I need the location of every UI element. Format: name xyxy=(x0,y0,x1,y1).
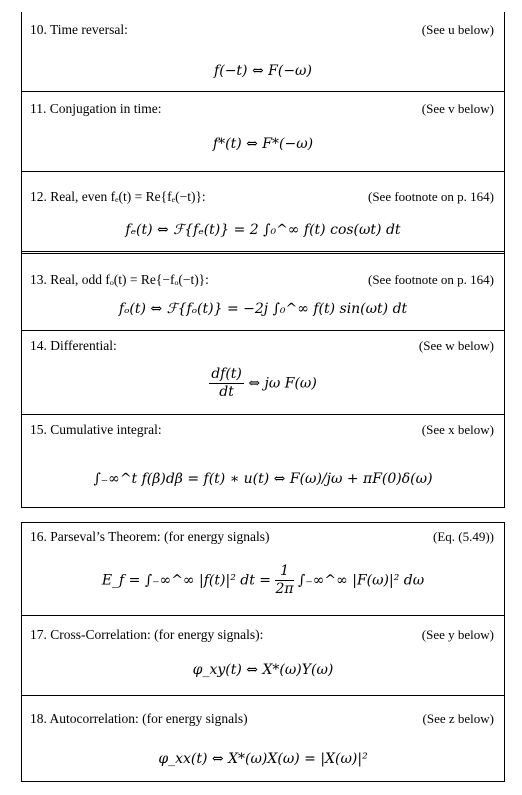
property-reference: (See v below) xyxy=(421,101,494,116)
property-row-11 xyxy=(22,91,504,172)
fraction-numerator: df(t) xyxy=(211,366,242,382)
property-heading: 11. Conjugation in time: xyxy=(30,101,162,116)
property-equation: f*(t) ⇔ F*(−ω) xyxy=(212,136,314,152)
property-reference: (See z below) xyxy=(422,711,494,726)
property-reference: (See w below) xyxy=(418,338,494,353)
fraction-denominator: 2π xyxy=(275,581,294,597)
property-equation: φ_xx(t) ⇔ X*(ω)X(ω) = |X(ω)|² xyxy=(158,751,368,767)
property-reference: (See x below) xyxy=(421,422,494,437)
fraction xyxy=(275,563,293,598)
property-equation xyxy=(22,366,504,401)
property-heading: 12. Real, even fₑ(t) = Re{fₑ(−t)}: xyxy=(30,189,206,204)
property-equation: f(−t) ⇔ F(−ω) xyxy=(214,63,312,79)
property-row-14 xyxy=(22,330,504,415)
property-row-16 xyxy=(22,523,504,616)
property-heading: 15. Cumulative integral: xyxy=(30,422,162,437)
property-equation: ∫₋∞^t f(β)dβ = f(t) ∗ u(t) ⇔ F(ω)/jω + πF(0)δ(ω) xyxy=(93,471,433,487)
property-reference: (Eq. (5.49)) xyxy=(432,529,494,544)
property-reference: (See footnote on p. 164) xyxy=(367,189,494,204)
property-row-10 xyxy=(22,12,504,92)
property-reference: (See y below) xyxy=(421,627,494,642)
property-row-13 xyxy=(22,254,504,331)
property-heading: 13. Real, odd fₒ(t) = Re{−fₒ(−t)}: xyxy=(30,272,209,287)
property-row-17 xyxy=(22,615,504,696)
property-heading: 10. Time reversal: xyxy=(30,22,128,37)
property-heading: 14. Differential: xyxy=(30,338,117,353)
equation-left: E_f = ∫₋∞^∞ |f(t)|² dt = xyxy=(101,572,272,589)
property-equation: fₒ(t) ⇔ ℱ{fₒ(t)} = −2j ∫₀^∞ f(t) sin(ωt) dt xyxy=(118,301,408,317)
equation-right: ∫₋∞^∞ |F(ω)|² dω xyxy=(298,572,425,589)
fraction-numerator: 1 xyxy=(275,563,293,581)
property-equation: fₑ(t) ⇔ ℱ{fₑ(t)} = 2 ∫₀^∞ f(t) cos(ωt) dt xyxy=(125,222,401,238)
property-heading: 18. Autocorrelation: (for energy signals) xyxy=(30,711,248,726)
properties-table-part-2 xyxy=(21,522,505,782)
property-heading: 17. Cross-Correlation: (for energy signals): xyxy=(30,627,264,642)
property-row-18 xyxy=(22,695,504,783)
property-row-12 xyxy=(22,171,504,254)
equation-rest: ⇔ jω F(ω) xyxy=(248,375,317,392)
property-row-15 xyxy=(22,414,504,507)
property-reference: (See footnote on p. 164) xyxy=(367,272,494,287)
fraction-denominator: dt xyxy=(219,384,234,400)
property-heading: 16. Parseval’s Theorem: (for energy signals) xyxy=(30,529,270,544)
property-equation xyxy=(22,563,504,598)
property-equation: φ_xy(t) ⇔ X*(ω)Y(ω) xyxy=(192,662,334,678)
fraction xyxy=(209,366,244,401)
property-reference: (See u below) xyxy=(421,22,494,37)
properties-table-part-1 xyxy=(21,12,505,508)
